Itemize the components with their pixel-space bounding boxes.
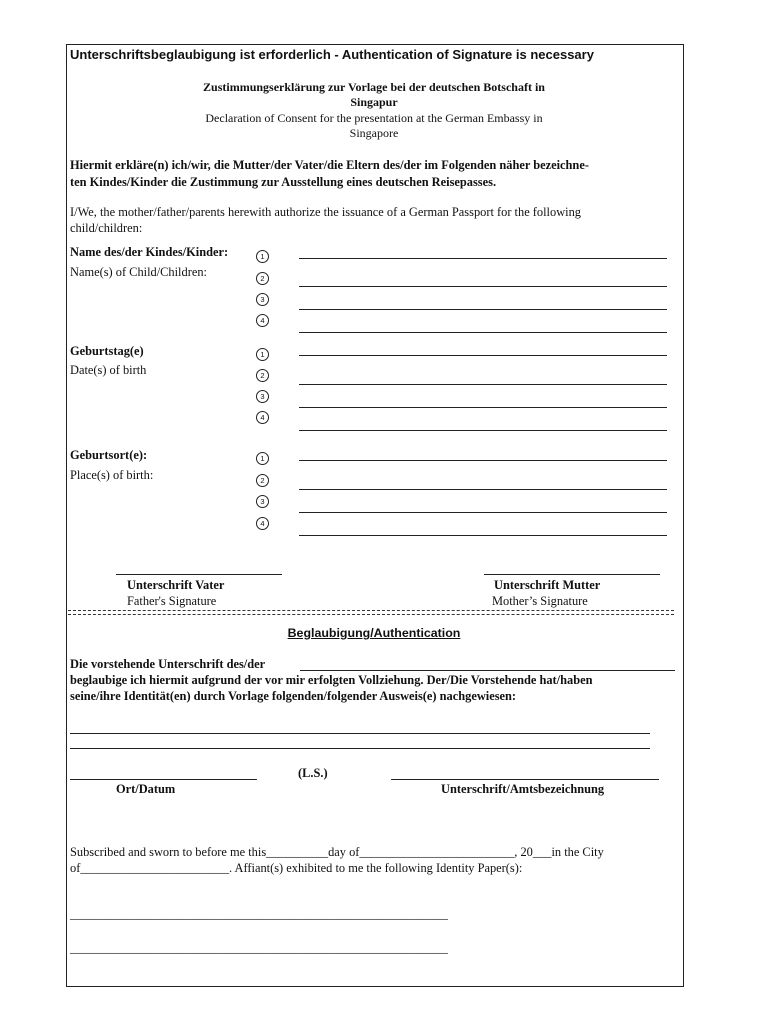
father-signature-label-en: Father's Signature: [127, 594, 217, 608]
authentication-heading: Beglaubigung/Authentication: [287, 626, 461, 640]
number-circle: 4: [256, 314, 269, 327]
name-line-2[interactable]: [299, 286, 667, 287]
number-circle: 1: [256, 452, 269, 465]
subtitle-de-line1: Zustimmungserklärung zur Vorlage bei der deutschen Botschaft in: [203, 80, 545, 94]
number-circle: 2: [256, 272, 269, 285]
page-title: Unterschriftsbeglaubigung ist erforderlich - Authentication of Signature is necessary: [70, 47, 594, 62]
auth-para-line3: seine/ihre Identität(en) durch Vorlage folgenden/folgender Ausweis(e) nachgewiesen:: [70, 689, 517, 703]
official-signature-label: Unterschrift/Amtsbezeichnung: [441, 782, 605, 796]
place-date-label: Ort/Datum: [116, 782, 176, 796]
id-documents-line-2[interactable]: [70, 748, 650, 749]
mother-signature-line[interactable]: [484, 574, 660, 575]
place-date-line[interactable]: [70, 779, 257, 780]
dob-label-en: Date(s) of birth: [70, 363, 147, 377]
pob-label-de: Geburtsort(e):: [70, 448, 148, 462]
subtitle-en-line2: Singapore: [349, 126, 399, 140]
seal-placeholder: (L.S.): [298, 766, 328, 780]
mother-signature-label-de: Unterschrift Mutter: [494, 578, 601, 592]
name-line-4[interactable]: [299, 332, 667, 333]
identity-paper-line-2[interactable]: _____________________________________________________________: [70, 941, 448, 955]
dob-line-3[interactable]: [299, 407, 667, 408]
number-circle: 1: [256, 348, 269, 361]
mother-signature-label-en: Mother’s Signature: [492, 594, 588, 608]
number-circle: 3: [256, 390, 269, 403]
pob-line-2[interactable]: [299, 489, 667, 490]
number-circle: 4: [256, 411, 269, 424]
subtitle-en-line1: Declaration of Consent for the presentation at the German Embassy in: [205, 111, 543, 125]
sworn-line1: Subscribed and sworn to before me this__________day of_________________________, 20___in the City: [70, 845, 604, 859]
signer-name-line[interactable]: [300, 670, 675, 671]
intro-en-line1: I/We, the mother/father/parents herewith authorize the issuance of a German Passport for the following: [70, 205, 581, 219]
intro-en-line2: child/children:: [70, 221, 143, 235]
number-circle: 4: [256, 517, 269, 530]
section-divider: [68, 614, 674, 615]
identity-paper-line-1[interactable]: _____________________________________________________________: [70, 907, 448, 921]
official-signature-line[interactable]: [391, 779, 659, 780]
father-signature-line[interactable]: [116, 574, 282, 575]
dob-line-4[interactable]: [299, 430, 667, 431]
pob-line-3[interactable]: [299, 512, 667, 513]
pob-line-1[interactable]: [299, 460, 667, 461]
auth-para-line2: beglaubige ich hiermit aufgrund der vor mir erfolgten Vollziehung. Der/Die Vorstehende hat/haben: [70, 673, 593, 687]
father-signature-label-de: Unterschrift Vater: [127, 578, 225, 592]
intro-de-line2: ten Kindes/Kinder die Zustimmung zur Ausstellung eines deutschen Reisepasses.: [70, 175, 497, 189]
number-circle: 3: [256, 293, 269, 306]
intro-de-line1: Hiermit erkläre(n) ich/wir, die Mutter/der Vater/die Eltern des/der im Folgenden näher bezeichne-: [70, 158, 589, 172]
dob-label-de: Geburtstag(e): [70, 344, 144, 358]
sworn-line2: of________________________. Affiant(s) exhibited to me the following Identity Paper(s):: [70, 861, 523, 875]
dob-line-2[interactable]: [299, 384, 667, 385]
name-line-1[interactable]: [299, 258, 667, 259]
number-circle: 2: [256, 474, 269, 487]
number-circle: 1: [256, 250, 269, 263]
number-circle: 2: [256, 369, 269, 382]
pob-label-en: Place(s) of birth:: [70, 468, 154, 482]
auth-para-line1: Die vorstehende Unterschrift des/der: [70, 657, 266, 671]
number-circle: 3: [256, 495, 269, 508]
names-label-de: Name des/der Kindes/Kinder:: [70, 245, 229, 259]
names-label-en: Name(s) of Child/Children:: [70, 265, 207, 279]
name-line-3[interactable]: [299, 309, 667, 310]
section-divider: [68, 610, 674, 611]
id-documents-line-1[interactable]: [70, 733, 650, 734]
subtitle-de-line2: Singapur: [350, 95, 398, 109]
dob-line-1[interactable]: [299, 355, 667, 356]
pob-line-4[interactable]: [299, 535, 667, 536]
